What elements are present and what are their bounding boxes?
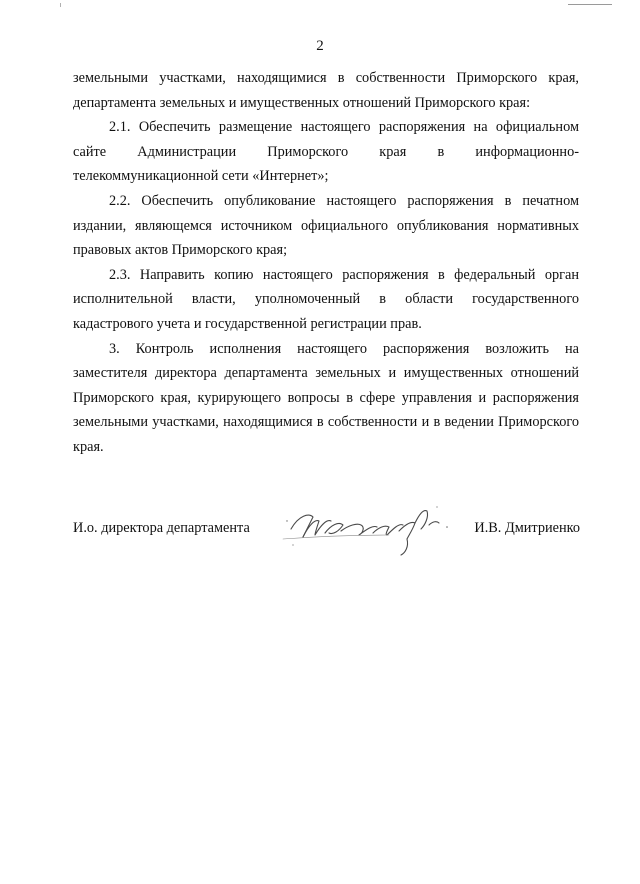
document-body xyxy=(73,66,579,460)
scan-artifact-line xyxy=(568,4,612,5)
signature-block xyxy=(73,515,580,565)
paragraph-item-2-2: 2.2. Обеспечить опубликование настоящего распоряжения в печатном издании, являющемся источником официального опубликования нормативных правовых актов Приморского края; xyxy=(73,192,579,259)
scan-artifact-tick xyxy=(60,3,61,7)
paragraph-item-3: 3. Контроль исполнения настоящего распоряжения возложить на заместителя директора департамента земельных и имущественных отношений Приморского края, курирующего вопросы в сфере управления и распоряжения земельными участками, находящимися в собственности и в ведении Приморского края. xyxy=(73,340,579,455)
page-number: 2 xyxy=(316,38,324,54)
paragraph-item-2-1: 2.1. Обеспечить размещение настоящего распоряжения на официальном сайте Администрации Приморского края в информационно-телекоммуникационной сети «Интернет»; xyxy=(73,119,579,185)
paragraph-item-2-3: 2.3. Направить копию настоящего распоряжения в федеральный орган исполнительной власти, уполномоченный в области государственного кадастрового учета и государственной регистрации прав. xyxy=(73,266,579,332)
paragraph-continuation: земельными участками, находящимися в собственности Приморского края, департамента земельных и имущественных отношений Приморского края: xyxy=(73,70,579,111)
handwritten-signature xyxy=(269,495,459,565)
signatory-name: И.В. Дмитриенко xyxy=(474,520,580,536)
signatory-position: И.о. директора департамента xyxy=(73,520,250,536)
